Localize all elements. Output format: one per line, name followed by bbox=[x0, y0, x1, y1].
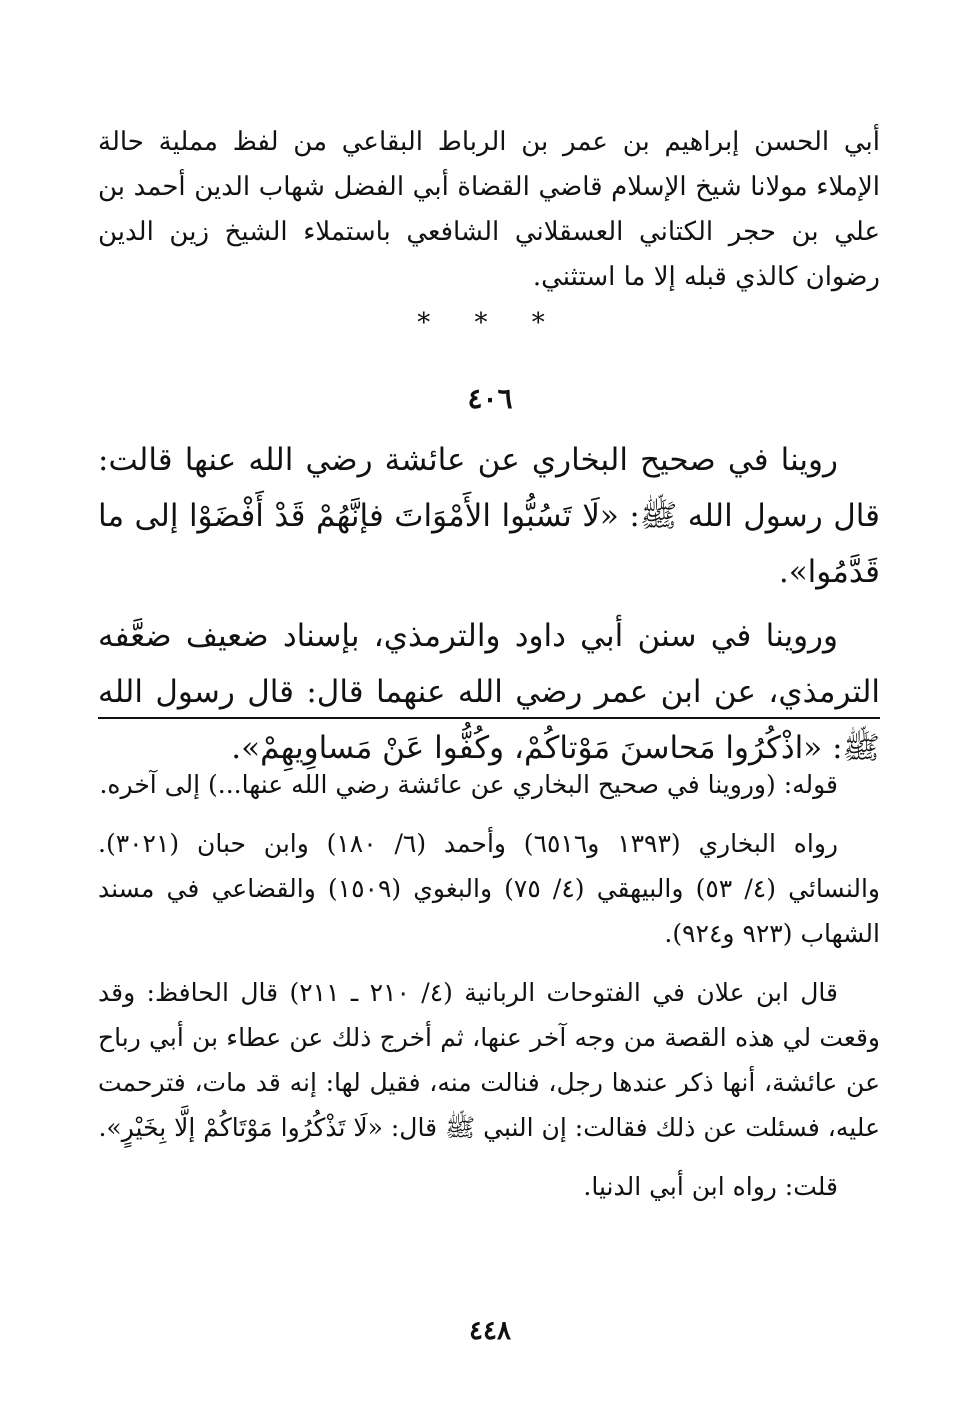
main-paragraph: روينا في صحيح البخاري عن عائشة رضي الله عنها قالت: قال رسول الله ﷺ: «لَا تَسُبُّوا الأَمْوَاتَ فإنَّهُمْ قَدْ أَفْضَوْا إلى ما قَدَّمُوا». bbox=[98, 442, 880, 590]
commentary-notes bbox=[98, 762, 880, 1223]
main-text bbox=[98, 432, 880, 784]
page-number: ٤٤٨ bbox=[469, 1316, 511, 1346]
footnote-divider bbox=[98, 717, 880, 719]
section-separator: * * * bbox=[417, 308, 563, 338]
intro-text: أبي الحسن إبراهيم بن عمر بن الرباط البقاعي من لفظ مملية حالة الإملاء مولانا شيخ الإسلام قاضي القضاة أبي الفضل شهاب الدين أحمد بن علي بن حجر الكتاني العسقلاني الشافعي باستملاء الشيخ زين الدين رضوان كالذي قبله إلا ما استثني. bbox=[98, 127, 880, 292]
note-paragraph: قوله: (وروينا في صحيح البخاري عن عائشة رضي الله عنها...) إلى آخره. bbox=[99, 770, 838, 799]
note-paragraph: قال ابن علان في الفتوحات الربانية (٤/ ٢١٠ ـ ٢١١) قال الحافظ: وقد وقعت لي هذه القصة من وجه آخر عنها، ثم أخرج ذلك عن عطاء بن أبي رباح عن عائشة، أنها ذكر عندها رجل، فنالت منه، فقيل لها: إنه قد مات، فترحمت عليه، فسئلت عن ذلك فقالت: إن النبي ﷺ قال: «لَا تَذْكُرُوا مَوْتَاكُمْ إلَّا بِخَيْرٍ». bbox=[98, 978, 880, 1142]
intro-paragraph bbox=[98, 120, 880, 300]
note-paragraph: رواه البخاري (١٣٩٣ و٦٥١٦) وأحمد (٦/ ١٨٠) وابن حبان (٣٠٢١). والنسائي (٤/ ٥٣) والبيهقي (٤/ ٧٥) والبغوي (١٥٠٩) والقضاعي في مسند الشهاب (٩٢٣ و٩٢٤). bbox=[98, 829, 880, 948]
section-number: ٤٠٦ bbox=[467, 382, 513, 415]
note-paragraph: قلت: رواه ابن أبي الدنيا. bbox=[583, 1172, 838, 1201]
main-paragraph: وروينا في سنن أبي داود والترمذي، بإسناد ضعيف ضعَّفه الترمذي، عن ابن عمر رضي الله عنهما قال: قال رسول الله ﷺ: «اذْكُرُوا مَحاسنَ مَوْتاكُمْ، وكُفُّوا عَنْ مَساوِيهِمْ». bbox=[98, 618, 880, 766]
